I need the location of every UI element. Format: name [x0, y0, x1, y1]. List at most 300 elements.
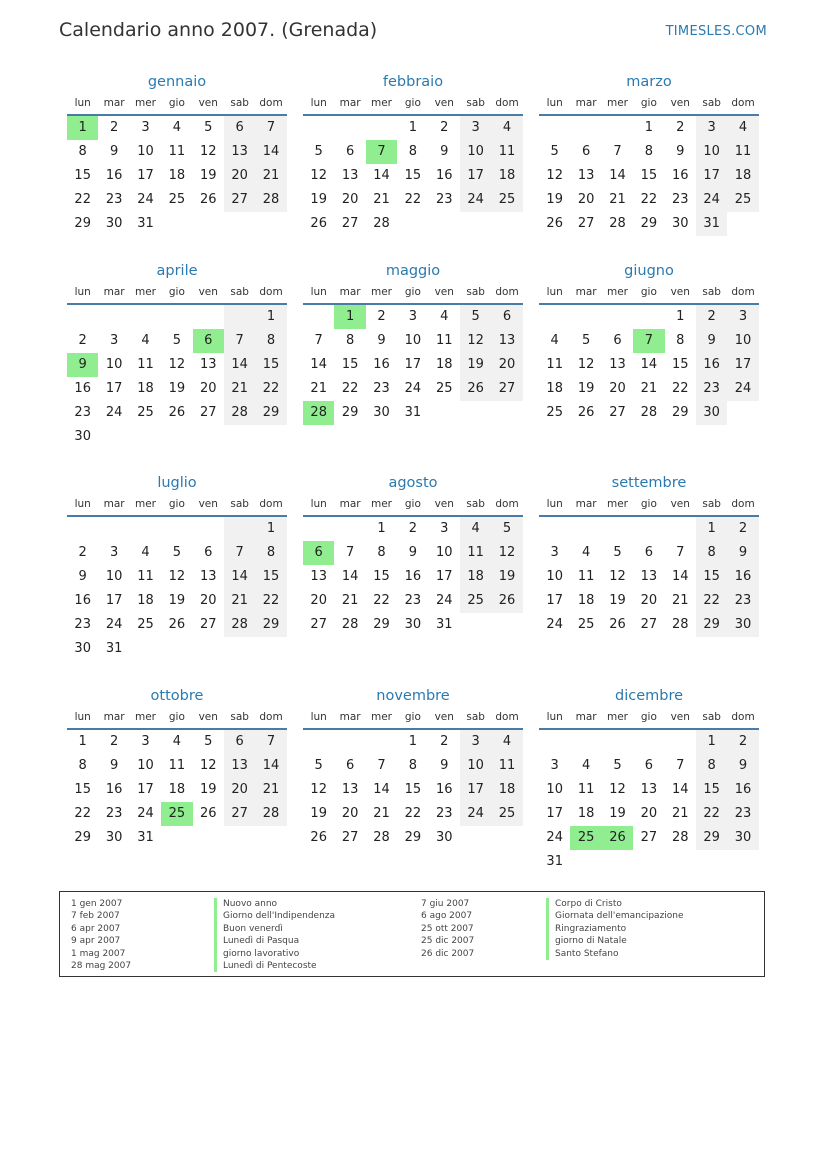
legend-holiday-name: Nuovo anno — [214, 898, 335, 910]
day-cell: 10 — [137, 758, 154, 773]
month-ottobre — [67, 686, 287, 886]
week-row — [539, 212, 759, 236]
day-cell: 20 — [341, 192, 359, 207]
legend-date: 7 feb 2007 — [71, 911, 120, 922]
day-cell: 15 — [341, 357, 359, 372]
weekday-label: sab — [230, 498, 249, 510]
day-cell: 23 — [727, 589, 758, 613]
empty-day — [602, 305, 633, 329]
day-cell: 30 — [696, 401, 727, 425]
day-cell: 24 — [727, 377, 758, 401]
weekday-label: sab — [702, 498, 721, 510]
day-cell: 5 — [172, 333, 181, 348]
weekday-label: mer — [370, 97, 392, 109]
day-cell: 23 — [105, 192, 123, 207]
day-cell: 20 — [224, 164, 255, 188]
week-row — [67, 541, 287, 565]
week-row — [303, 140, 523, 164]
day-cell: 26 — [168, 405, 186, 420]
empty-day — [539, 116, 570, 140]
day-cell: 2 — [78, 333, 87, 348]
legend-holiday-name: giorno di Natale — [546, 935, 684, 947]
day-cell: 3 — [550, 545, 559, 560]
weekday-label: gio — [404, 286, 421, 298]
day-cell: 6 — [204, 545, 213, 560]
day-cell: 7 — [676, 545, 685, 560]
day-cell: 24 — [105, 405, 123, 420]
empty-day — [224, 637, 255, 661]
day-cell: 22 — [74, 806, 91, 821]
day-cell: 13 — [310, 569, 327, 584]
day-cell: 25 — [137, 617, 154, 632]
weekday-label: mer — [606, 711, 628, 723]
day-cell: 27 — [491, 377, 522, 401]
day-cell: 8 — [255, 329, 286, 353]
day-cell: 6 — [613, 333, 622, 348]
empty-day — [727, 401, 758, 425]
weekday-label: mer — [606, 286, 628, 298]
weekday-label: mar — [103, 498, 125, 510]
legend-date: 28 mag 2007 — [71, 960, 132, 971]
month-name: ottobre — [150, 688, 204, 704]
empty-day — [727, 212, 758, 236]
empty-day — [602, 517, 633, 541]
weekday-label: sab — [466, 711, 485, 723]
week-row — [67, 613, 287, 637]
day-cell: 28 — [609, 216, 626, 231]
weekday-label: mar — [103, 286, 125, 298]
day-cell: 17 — [105, 381, 123, 396]
day-cell: 11 — [546, 357, 563, 372]
day-cell: 27 — [224, 802, 255, 826]
day-cell: 31 — [696, 212, 727, 236]
weekday-label: lun — [74, 711, 91, 723]
month-luglio — [67, 473, 287, 673]
day-cell: 22 — [404, 192, 422, 207]
empty-day — [161, 425, 192, 449]
week-row — [303, 517, 523, 541]
empty-day — [570, 517, 601, 541]
empty-day — [255, 212, 286, 236]
day-cell: 10 — [137, 144, 154, 159]
day-cell: 12 — [609, 569, 626, 584]
day-cell: 6 — [224, 116, 255, 140]
empty-day — [334, 116, 365, 140]
weekday-header — [539, 285, 759, 305]
weekday-header — [303, 710, 523, 730]
day-cell: 6 — [581, 144, 591, 159]
day-cell: 19 — [609, 593, 626, 608]
day-cell: 20 — [491, 353, 522, 377]
legend-holiday-name: Lunedì di Pentecoste — [214, 960, 335, 972]
empty-day — [334, 730, 365, 754]
day-cell: 24 — [105, 617, 123, 632]
day-cell: 25 — [577, 617, 595, 632]
empty-day — [193, 305, 224, 329]
day-cell: 4 — [172, 734, 181, 749]
day-cell: 8 — [696, 541, 727, 565]
day-cell: 21 — [224, 377, 255, 401]
day-cell: 5 — [204, 120, 213, 135]
day-cell: 23 — [435, 192, 453, 207]
week-row — [303, 589, 523, 613]
empty-day — [255, 826, 286, 850]
day-cell: 28 — [373, 216, 390, 231]
day-cell: 11 — [168, 758, 186, 773]
weekday-label: sab — [702, 286, 721, 298]
empty-day — [193, 212, 224, 236]
day-cell: 1 — [377, 521, 386, 536]
day-cell: 4 — [141, 545, 150, 560]
week-row — [303, 305, 523, 329]
weekday-label: dom — [731, 498, 755, 510]
day-cell: 24 — [460, 188, 491, 212]
day-cell: 21 — [255, 164, 286, 188]
day-cell: 9 — [78, 569, 87, 584]
day-cell: 23 — [696, 377, 727, 401]
day-cell: 22 — [74, 192, 91, 207]
weekday-label: dom — [731, 286, 755, 298]
day-cell: 21 — [224, 589, 255, 613]
week-row — [539, 305, 759, 329]
week-row — [539, 353, 759, 377]
month-febbraio — [303, 72, 523, 272]
month-name: agosto — [388, 475, 438, 491]
legend-date: 6 apr 2007 — [71, 923, 121, 934]
empty-day — [570, 850, 601, 874]
week-row — [303, 116, 523, 140]
day-cell: 12 — [609, 782, 626, 797]
day-cell: 20 — [224, 778, 255, 802]
week-row — [67, 116, 287, 140]
day-cell: 27 — [224, 188, 255, 212]
weekday-label: mar — [103, 711, 125, 723]
day-cell: 12 — [310, 168, 327, 183]
day-cell: 18 — [168, 168, 186, 183]
day-cell: 2 — [727, 730, 758, 754]
day-cell: 26 — [310, 216, 327, 231]
day-cell: 26 — [546, 216, 563, 231]
month-agosto — [303, 473, 523, 673]
day-cell: 20 — [199, 381, 217, 396]
day-cell: 19 — [310, 806, 327, 821]
day-cell: 29 — [373, 617, 390, 632]
day-cell: 20 — [199, 593, 217, 608]
day-cell: 12 — [491, 541, 522, 565]
empty-day — [491, 212, 522, 236]
month-name: dicembre — [614, 688, 684, 704]
weekday-label: lun — [74, 286, 91, 298]
day-cell: 28 — [373, 830, 390, 845]
week-row — [67, 212, 287, 236]
weekday-label: lun — [546, 97, 563, 109]
day-cell: 17 — [546, 806, 563, 821]
day-cell: 31 — [435, 617, 453, 632]
empty-day — [130, 517, 161, 541]
weekday-header — [67, 497, 287, 517]
day-cell: 16 — [105, 782, 123, 797]
empty-day — [491, 401, 522, 425]
week-row — [539, 541, 759, 565]
day-cell: 23 — [727, 802, 758, 826]
weekday-label: mar — [575, 498, 597, 510]
week-row — [303, 212, 523, 236]
day-cell: 7 — [345, 545, 355, 560]
day-cell: 1 — [255, 305, 286, 329]
empty-day — [224, 305, 255, 329]
day-cell: 8 — [78, 144, 87, 159]
weekday-label: lun — [74, 97, 91, 109]
day-cell: 17 — [460, 778, 491, 802]
empty-day — [67, 517, 98, 541]
empty-day — [429, 212, 460, 236]
day-cell: 11 — [577, 569, 595, 584]
day-cell: 9 — [676, 144, 685, 159]
day-cell: 13 — [199, 569, 217, 584]
day-cell: 14 — [224, 565, 255, 589]
day-cell: 25 — [727, 188, 758, 212]
day-cell: 31 — [137, 216, 154, 231]
weekday-label: ven — [670, 711, 690, 723]
week-row — [539, 754, 759, 778]
empty-day — [130, 305, 161, 329]
day-cell: 5 — [314, 758, 323, 773]
day-cell: 16 — [435, 782, 453, 797]
day-cell: 18 — [577, 806, 595, 821]
day-cell: 11 — [491, 140, 522, 164]
empty-day — [665, 517, 696, 541]
empty-day — [193, 826, 224, 850]
empty-day — [224, 425, 255, 449]
day-cell: 17 — [727, 353, 758, 377]
day-cell: 26 — [577, 405, 595, 420]
weekday-label: dom — [259, 498, 283, 510]
empty-day — [727, 850, 758, 874]
day-cell: 3 — [109, 333, 119, 348]
weekday-header — [67, 710, 287, 730]
empty-day — [98, 425, 129, 449]
empty-day — [460, 826, 491, 850]
day-cell: 3 — [109, 545, 119, 560]
week-row — [67, 140, 287, 164]
week-row — [539, 826, 759, 850]
day-cell: 19 — [491, 565, 522, 589]
day-cell: 27 — [310, 617, 327, 632]
day-cell: 11 — [435, 333, 453, 348]
day-cell: 17 — [137, 168, 154, 183]
day-cell: 10 — [460, 754, 491, 778]
day-cell: 14 — [255, 754, 286, 778]
month-dicembre — [539, 686, 759, 886]
empty-day — [633, 850, 664, 874]
day-cell: 15 — [255, 353, 286, 377]
weekday-label: mar — [339, 498, 361, 510]
day-cell: 4 — [550, 333, 559, 348]
weekday-label: mar — [339, 286, 361, 298]
week-row — [539, 401, 759, 425]
day-cell: 13 — [577, 168, 595, 183]
weekday-label: dom — [495, 97, 519, 109]
day-cell: 17 — [105, 593, 123, 608]
day-cell: 24 — [460, 802, 491, 826]
day-cell: 27 — [640, 830, 658, 845]
day-cell: 9 — [727, 754, 758, 778]
empty-day — [161, 637, 192, 661]
day-cell: 18 — [435, 357, 453, 372]
day-cell: 26 — [168, 617, 186, 632]
day-cell: 8 — [676, 333, 685, 348]
week-row — [539, 116, 759, 140]
day-cell: 16 — [404, 569, 422, 584]
day-cell: 7 — [224, 329, 255, 353]
day-cell: 11 — [577, 782, 595, 797]
empty-day — [224, 212, 255, 236]
day-cell: 29 — [74, 830, 91, 845]
day-cell: 11 — [168, 144, 186, 159]
day-cell: 7 — [613, 144, 622, 159]
day-cell: 22 — [696, 802, 727, 826]
day-cell: 28 — [671, 830, 689, 845]
empty-day — [224, 826, 255, 850]
day-cell: 12 — [168, 357, 186, 372]
day-cell: 14 — [255, 140, 286, 164]
day-cell: 11 — [460, 541, 491, 565]
week-row — [67, 188, 287, 212]
empty-day — [633, 730, 664, 754]
day-cell: 9 — [440, 144, 449, 159]
week-row — [303, 164, 523, 188]
empty-day — [224, 517, 255, 541]
day-cell: 23 — [373, 381, 390, 396]
day-cell: 30 — [404, 617, 422, 632]
month-name: luglio — [157, 475, 197, 491]
weekday-label: mer — [134, 286, 156, 298]
day-cell: 13 — [341, 782, 359, 797]
day-cell: 21 — [671, 806, 689, 821]
day-cell: 3 — [460, 730, 491, 754]
day-cell: 9 — [109, 144, 119, 159]
week-row — [67, 517, 287, 541]
day-cell: 23 — [105, 806, 123, 821]
day-cell: 7 — [224, 541, 255, 565]
site-link[interactable]: TIMESLES.COM — [665, 24, 767, 39]
day-cell: 4 — [581, 545, 591, 560]
day-cell: 7 — [676, 758, 685, 773]
empty-day — [366, 116, 397, 140]
weekday-label: mer — [606, 498, 628, 510]
day-cell: 21 — [341, 593, 359, 608]
month-giugno — [539, 261, 759, 461]
day-cell: 9 — [377, 333, 386, 348]
week-row — [539, 778, 759, 802]
week-row — [539, 164, 759, 188]
weekday-label: mer — [134, 97, 156, 109]
day-cell: 8 — [78, 758, 87, 773]
week-row — [539, 802, 759, 826]
month-aprile — [67, 261, 287, 461]
month-name: febbraio — [382, 74, 444, 90]
day-cell: 25 — [137, 405, 154, 420]
weekday-label: gio — [168, 97, 185, 109]
empty-day — [130, 425, 161, 449]
legend-holiday-name: Buon venerdì — [214, 923, 335, 935]
day-cell: 20 — [310, 593, 327, 608]
weekday-label: dom — [731, 711, 755, 723]
weekday-header — [67, 96, 287, 116]
empty-day — [602, 116, 633, 140]
day-cell: 15 — [255, 565, 286, 589]
week-row — [303, 754, 523, 778]
day-cell: 8 — [377, 545, 386, 560]
legend-holiday-name: Giorno dell'Indipendenza — [214, 910, 335, 922]
day-cell: 10 — [105, 569, 123, 584]
day-cell: 13 — [341, 168, 359, 183]
weekday-label: dom — [495, 286, 519, 298]
day-cell: 29 — [671, 405, 689, 420]
weekday-label: mar — [575, 97, 597, 109]
week-row — [539, 517, 759, 541]
day-cell: 12 — [168, 569, 186, 584]
weekday-header — [539, 710, 759, 730]
week-row — [303, 613, 523, 637]
day-cell: 1 — [644, 120, 653, 135]
day-cell: 24 — [404, 381, 422, 396]
day-cell: 14 — [671, 782, 689, 797]
day-cell: 26 — [199, 192, 217, 207]
day-cell: 9 — [67, 353, 98, 377]
week-row — [303, 565, 523, 589]
weekday-label: dom — [731, 97, 755, 109]
weekday-label: dom — [259, 286, 283, 298]
day-cell: 13 — [224, 754, 255, 778]
weekday-label: sab — [702, 97, 721, 109]
weekday-label: mer — [134, 711, 156, 723]
week-row — [67, 778, 287, 802]
weekday-label: mar — [339, 97, 361, 109]
legend-holiday-name: Santo Stefano — [546, 948, 684, 960]
day-cell: 19 — [609, 806, 626, 821]
day-cell: 28 — [303, 401, 334, 425]
day-cell: 11 — [137, 569, 154, 584]
weekday-header — [303, 285, 523, 305]
weekday-label: ven — [198, 711, 218, 723]
day-cell: 25 — [546, 405, 563, 420]
week-row — [67, 565, 287, 589]
day-cell: 11 — [137, 357, 154, 372]
day-cell: 16 — [671, 168, 689, 183]
month-marzo — [539, 72, 759, 272]
week-row — [539, 377, 759, 401]
weekday-label: mer — [370, 711, 392, 723]
day-cell: 29 — [255, 613, 286, 637]
day-cell: 28 — [341, 617, 359, 632]
weekday-label: ven — [198, 498, 218, 510]
legend-holiday-name: giorno lavorativo — [214, 948, 335, 960]
day-cell: 24 — [137, 806, 154, 821]
day-cell: 25 — [460, 589, 491, 613]
empty-day — [460, 212, 491, 236]
day-cell: 17 — [696, 164, 727, 188]
day-cell: 20 — [577, 192, 595, 207]
month-settembre — [539, 473, 759, 673]
day-cell: 2 — [109, 120, 119, 135]
day-cell: 14 — [310, 357, 327, 372]
weekday-label: ven — [198, 286, 218, 298]
day-cell: 27 — [640, 617, 658, 632]
weekday-header — [539, 96, 759, 116]
weekday-label: mar — [575, 286, 597, 298]
day-cell: 1 — [408, 734, 417, 749]
